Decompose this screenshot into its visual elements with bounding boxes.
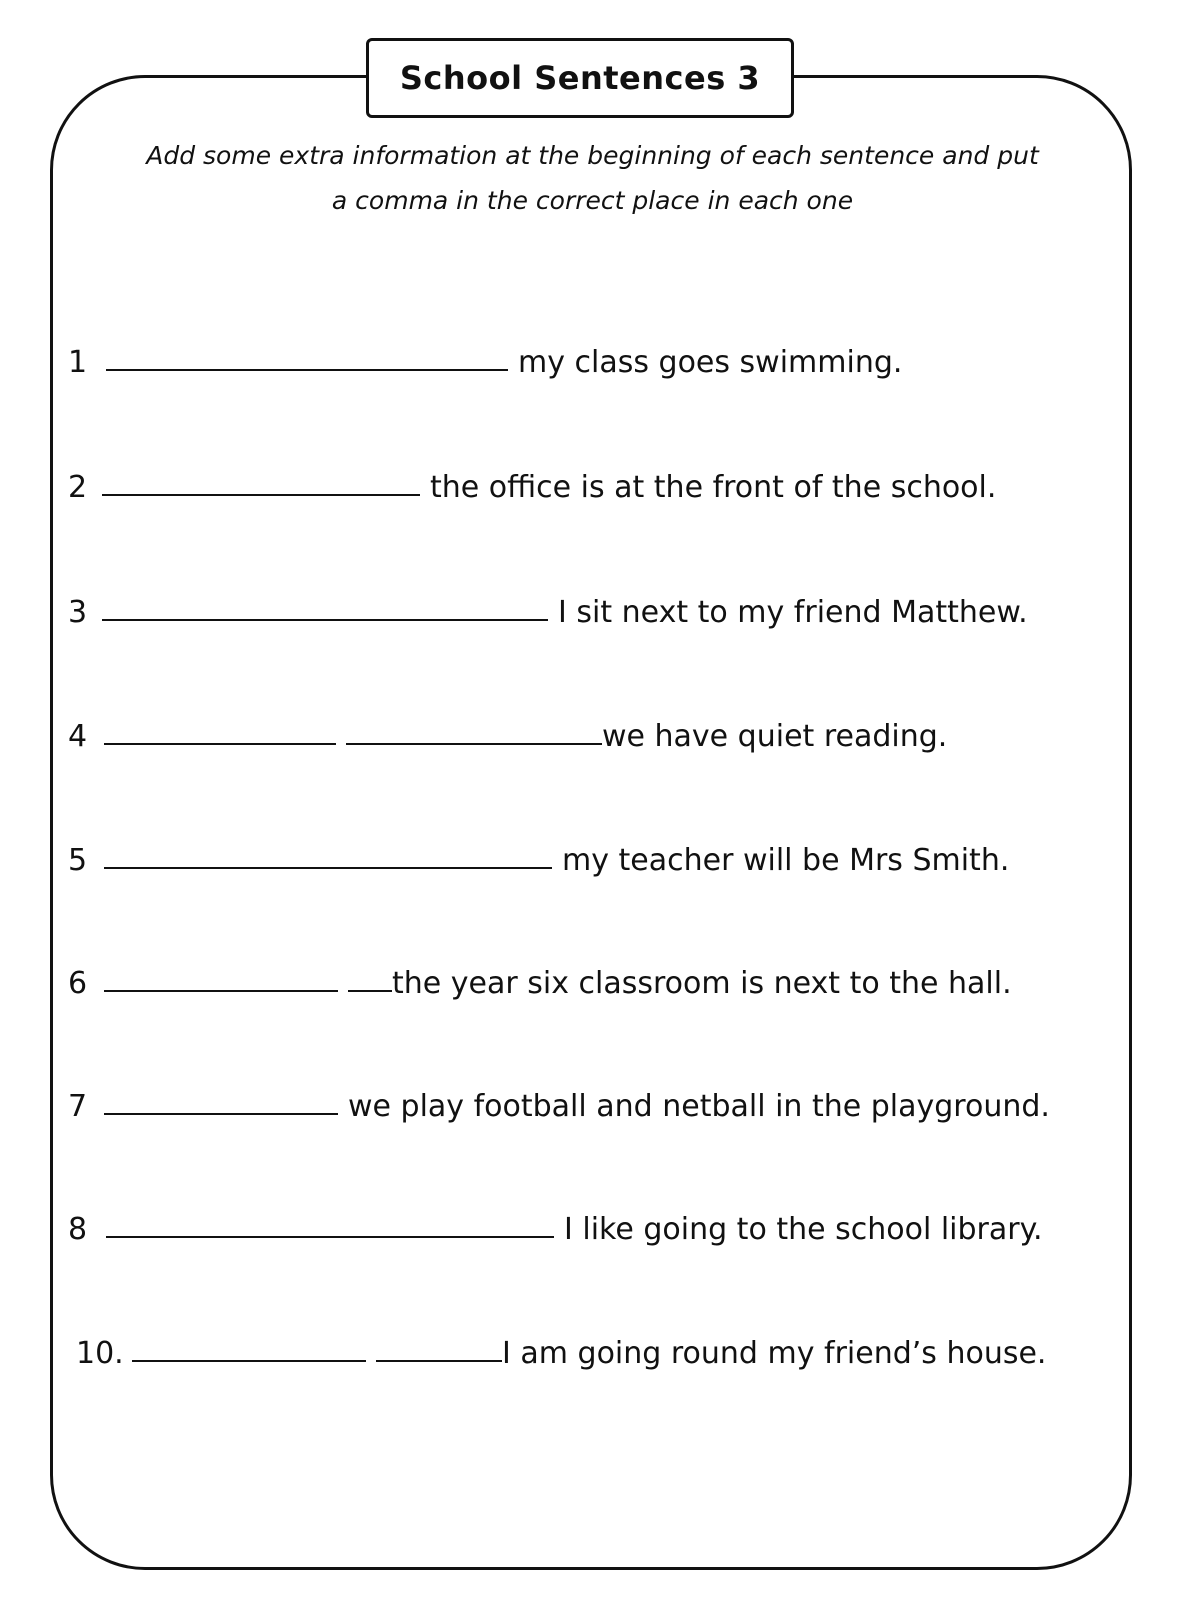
sentence-item-4: [68, 704, 947, 754]
sentence-item-10: [76, 1321, 1046, 1371]
answer-blank[interactable]: [132, 1359, 366, 1362]
item-number: 6: [68, 966, 88, 1001]
sentence-item-6: [68, 951, 1012, 1001]
sentence-text: I am going round my friend’s house.: [502, 1336, 1047, 1371]
sentence-text: the office is at the front of the school.: [430, 470, 997, 505]
sentence-item-2: [68, 455, 996, 505]
sentence-text: my class goes swimming.: [518, 345, 903, 380]
sentence-item-3: [68, 580, 1028, 630]
answer-blank[interactable]: [348, 989, 392, 992]
instructions-line-2: a comma in the correct place in each one: [331, 186, 854, 215]
sentence-text: the year six classroom is next to the hall.: [392, 966, 1012, 1001]
answer-blank[interactable]: [106, 368, 508, 371]
answer-blank[interactable]: [346, 742, 602, 745]
instructions-line-1: Add some extra information at the beginning of each sentence and put: [146, 141, 1039, 170]
answer-blank[interactable]: [104, 989, 338, 992]
sentence-text: I like going to the school library.: [564, 1212, 1043, 1247]
answer-blank[interactable]: [102, 493, 420, 496]
answer-blank[interactable]: [102, 618, 548, 621]
item-number: 8: [68, 1212, 88, 1247]
item-number: 1: [68, 345, 88, 380]
item-number: 10.: [76, 1336, 124, 1371]
answer-blank[interactable]: [104, 1112, 338, 1115]
instructions: [60, 133, 1125, 223]
item-number: 4: [68, 719, 88, 754]
answer-blank[interactable]: [376, 1359, 502, 1362]
item-number: 5: [68, 843, 88, 878]
answer-blank[interactable]: [104, 866, 552, 869]
sentence-text: we have quiet reading.: [602, 719, 948, 754]
sentence-item-8: [68, 1197, 1043, 1247]
answer-blank[interactable]: [106, 1235, 554, 1238]
sentence-item-5: [68, 828, 1009, 878]
item-number: 2: [68, 470, 88, 505]
sentence-item-1: [68, 330, 902, 380]
worksheet-title: School Sentences 3: [399, 59, 761, 97]
sentence-text: my teacher will be Mrs Smith.: [562, 843, 1010, 878]
title-box: [366, 38, 794, 118]
item-number: 7: [68, 1089, 88, 1124]
answer-blank[interactable]: [104, 742, 336, 745]
sentence-item-7: [68, 1074, 1050, 1124]
sentence-text: I sit next to my friend Matthew.: [558, 595, 1028, 630]
item-number: 3: [68, 595, 88, 630]
sentence-text: we play football and netball in the playground.: [348, 1089, 1050, 1124]
